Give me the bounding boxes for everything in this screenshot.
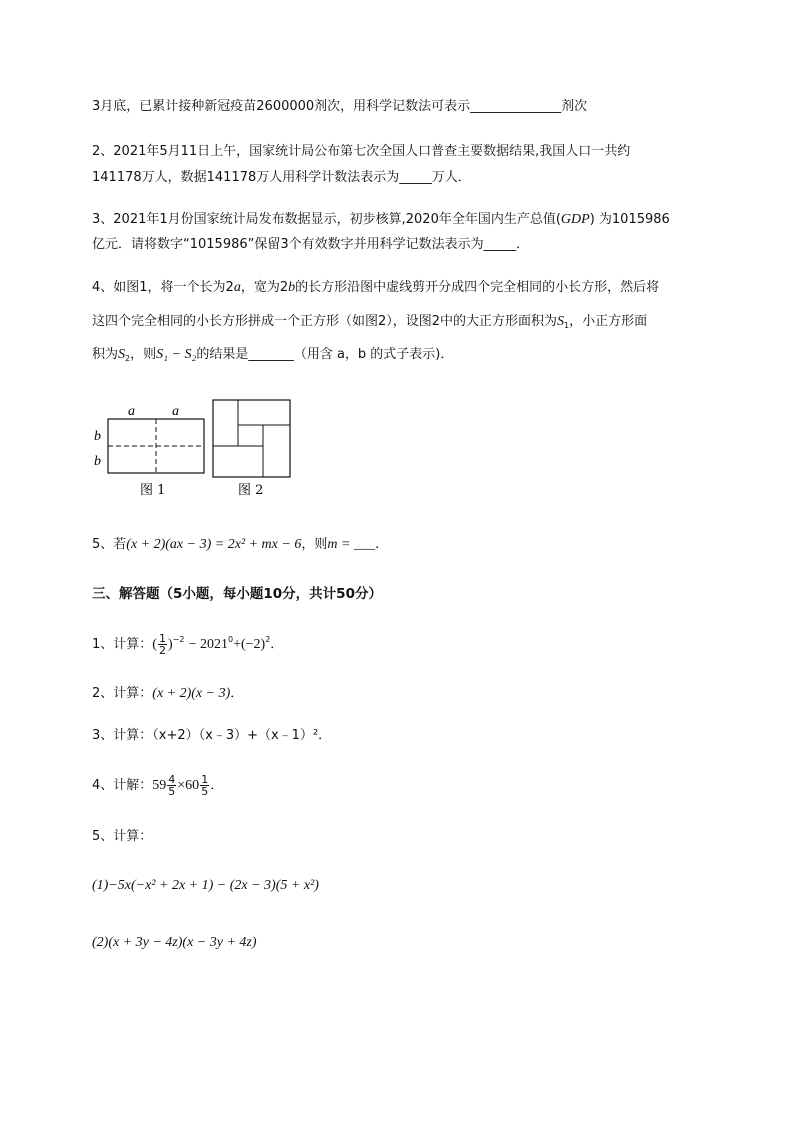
question-5-line <box>92 535 389 555</box>
calc-2-end: ． <box>230 686 244 701</box>
text-line-vaccine: 3月底，已累计接种新冠疫苗2600000剂次，用科学记数法可表示______________剂次 <box>92 99 588 114</box>
fraction-denominator: 5 <box>201 785 209 798</box>
label-b-bottom: b <box>94 454 101 469</box>
times-sixty: ×60 <box>177 778 200 793</box>
rectangle-figures <box>90 395 300 501</box>
q5-text-post: ，则 <box>301 537 328 552</box>
calc-3-line: 3、计算：（x+2）（x﹣3）+（x﹣1）²． <box>92 728 332 743</box>
calc-4-label: 4、计解： <box>92 778 153 793</box>
calc-1-line <box>92 633 283 656</box>
var-s1-subscript: 1 <box>564 321 570 330</box>
q4-text-4: 这四个完全相同的小长方形拼成一个正方形（如图2），设图2中的大正方形面积为 <box>92 314 558 329</box>
question-3-line-1 <box>92 210 670 230</box>
var-s2-subscript: 2 <box>125 354 131 363</box>
q4-text-1: 4、如图1，将一个长为2 <box>92 280 234 295</box>
label-b-top: b <box>94 429 101 444</box>
q5-text-pre: 5、若 <box>92 537 127 552</box>
fraction-numerator: 1 <box>158 632 166 645</box>
q3-text-post: ) 为1015986 <box>589 212 670 227</box>
figure-1 <box>94 404 204 498</box>
fig2-outer-square <box>213 400 290 477</box>
q3-text-pre: 3、2021年1月份国家统计局发布数据显示，初步核算,2020年全年国内生产总值( <box>92 212 561 227</box>
fig2-inner-square <box>238 425 263 446</box>
calc-1-open-paren: ( <box>152 637 157 652</box>
var-s2: S <box>118 347 126 362</box>
question-2-line-2: 141178万人，数据141178万人用科学计数法表示为_____万人． <box>92 170 471 185</box>
q4-text-7: ，则 <box>130 347 157 362</box>
calc-5-part-1: (1)−5x(−x² + 2x + 1) − (2x − 3)(5 + x²) <box>92 878 319 893</box>
calc-5-line: 5、计算： <box>92 829 153 844</box>
label-a-left: a <box>128 404 135 419</box>
s1-minus-s2: S₁ − S₂ <box>156 347 197 362</box>
fraction-denominator: 5 <box>168 785 176 798</box>
section-3-heading: 三、解答题（5小题，每小题10分，共计50分） <box>92 586 382 602</box>
q4-text-6: 积为 <box>92 347 119 362</box>
calc-1-tail: +(−2) <box>233 637 266 652</box>
calc-5-part-2: (2)(x + 3y − 4z)(x − 3y + 4z) <box>92 935 257 950</box>
var-s1: S <box>557 314 565 329</box>
calc-2-line <box>92 684 243 704</box>
fraction-one-half <box>158 633 167 656</box>
figure-2 <box>213 400 290 498</box>
q5-equation: (x + 2)(ax − 3) = 2x² + mx − 6 <box>126 537 302 552</box>
calc-1-term: − 2021 <box>188 637 228 652</box>
question-4-line-3 <box>92 345 453 365</box>
calc-4-end: ． <box>210 778 224 793</box>
gdp-term: GDP <box>560 212 590 227</box>
label-a-right: a <box>172 404 179 419</box>
var-b: b <box>288 280 296 295</box>
q4-text-8: 的结果是_______（用含 a，b 的式子表示)． <box>196 347 454 362</box>
calc-1-close-paren: ) <box>167 637 173 652</box>
fraction-numerator: 4 <box>168 773 176 786</box>
question-2-line-1: 2、2021年5月11日上午，国家统计局公布第七次全国人口普查主要数据结果,我国人口一共约 <box>92 144 631 159</box>
q4-text-5: ，小正方形面 <box>569 314 648 329</box>
fraction-denominator: 2 <box>158 644 166 657</box>
var-a: a <box>233 280 241 295</box>
fraction-numerator: 1 <box>201 773 209 786</box>
fig2-caption: 图 2 <box>238 483 264 498</box>
calc-2-expression: (x + 2)(x − 3) <box>152 686 231 701</box>
question-3-line-2: 亿元．请将数字“1015986”保留3个有效数字并用科学记数法表示为_____． <box>92 237 530 252</box>
mixed-number-whole-1: 59 <box>152 778 167 793</box>
calc-2-label: 2、计算： <box>92 686 153 701</box>
mixed-number-fraction-1 <box>167 774 176 797</box>
mixed-number-fraction-2 <box>200 774 209 797</box>
calc-1-exp-two: 2 <box>265 635 271 644</box>
calc-1-label: 1、计算： <box>92 637 153 652</box>
q4-text-2: ，宽为2 <box>240 280 289 295</box>
question-4-line-2 <box>92 312 647 332</box>
calc-1-exponent: −2 <box>172 635 185 644</box>
question-4-line-1 <box>92 278 659 298</box>
calc-1-exp-zero: 0 <box>227 635 234 644</box>
calc-1-end: ． <box>270 637 284 652</box>
fig1-caption: 图 1 <box>140 483 166 498</box>
q5-answer-blank: m = ___． <box>327 537 389 552</box>
q4-text-3: 的长方形沿图中虚线剪开分成四个完全相同的小长方形，然后将 <box>295 280 660 295</box>
calc-4-line <box>92 774 223 797</box>
